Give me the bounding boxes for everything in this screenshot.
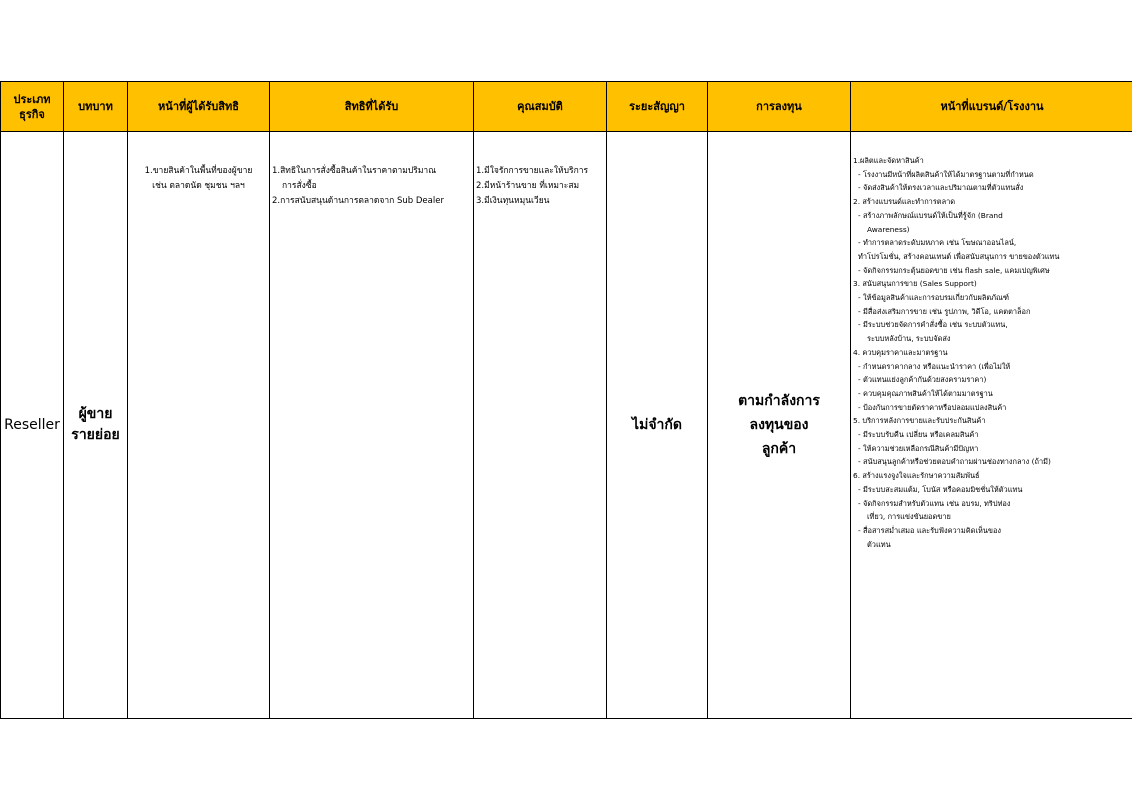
header-qualifications: คุณสมบัติ (474, 82, 607, 132)
brand-duty-line: - ให้ข้อมูลสินค้าและการอบรมเกี่ยวกับผลิตภัณฑ์ (858, 293, 1010, 303)
brand-duties-list (851, 132, 1132, 551)
brand-duty-line: - จัดกิจกรรมกระตุ้นยอดขาย เช่น flash sale, แคมเปญพิเศษ (858, 265, 1050, 275)
brand-duty-line: - จัดกิจกรรมสำหรับตัวแทน เช่น อบรม, ทริปท่อง (858, 498, 1011, 508)
licensee-duty-line-1: 1.ขายสินค้าในพื้นที่ของผู้ขาย (144, 166, 253, 176)
brand-duty-line: 3. สนับสนุนการขาย (Sales Support) (853, 279, 977, 289)
cell-investment (708, 132, 851, 719)
header-business-type-line-2: ธุรกิจ (19, 107, 45, 121)
rights-line-3: 2.การสนับสนุนด้านการตลาดจาก Sub Dealer (272, 196, 444, 206)
licensee-duty-line-2: เช่น ตลาดนัด ชุมชน ฯลฯ (152, 181, 245, 191)
header-investment: การลงทุน (708, 82, 851, 132)
cell-brand-duties (851, 132, 1132, 719)
cell-licensee-duties (128, 132, 270, 719)
brand-duty-line: Awareness) (867, 224, 910, 234)
header-contract-term: ระยะสัญญา (607, 82, 708, 132)
brand-duty-line: 2. สร้างแบรนด์และทำการตลาด (853, 197, 956, 207)
brand-duty-line: - ทำการตลาดระดับมหภาค เช่น โฆษณาออนไลน์, (858, 238, 1017, 248)
qualification-line-1: 1.มีใจรักการขายและให้บริการ (476, 166, 589, 176)
header-brand-duties: หน้าที่แบรนด์/โรงงาน (851, 82, 1132, 132)
header-row (1, 82, 1132, 132)
brand-duty-line: - สนับสนุนลูกค้าหรือช่วยตอบคำถามผ่านช่องทางกลาง (ถ้ามี) (858, 457, 1051, 467)
brand-duty-line: เที่ยว, การแข่งขันยอดขาย (867, 512, 951, 522)
header-licensee-duties: หน้าที่ผู้ได้รับสิทธิ (128, 82, 270, 132)
brand-duty-line: - โรงงานมีหน้าที่ผลิตสินค้าให้ได้มาตรฐานตามที่กำหนด (858, 169, 1034, 179)
brand-duty-line: - มีระบบช่วยจัดการคำสั่งซื้อ เช่น ระบบตัวแทน, (858, 320, 1008, 330)
brand-duty-line: - จัดส่งสินค้าให้ตรงเวลาและปริมาณตามที่ตัวแทนสั่ง (858, 183, 1024, 193)
role-line-1: ผู้ขาย (78, 406, 113, 422)
role-line-2: รายย่อย (71, 427, 120, 443)
header-business-type (1, 82, 64, 132)
qualification-line-2: 2.มีหน้าร้านขาย ที่เหมาะสม (476, 181, 580, 191)
brand-duty-line: ทำโปรโมชั่น, สร้างคอนเทนต์ เพื่อสนับสนุนการ ขายของตัวแทน (858, 251, 1060, 261)
brand-duty-line: ตัวแทน (867, 539, 891, 549)
cell-role (64, 132, 128, 719)
investment-line-2: ลงทุนของ (749, 417, 809, 433)
cell-contract-term: ไม่จำกัด (607, 132, 708, 719)
header-role: บทบาท (64, 82, 128, 132)
cell-qualifications (474, 132, 607, 719)
brand-duty-line: 4. ควบคุมราคาและมาตรฐาน (853, 347, 948, 357)
brand-duty-line: - สื่อสารสม่ำเสมอ และรับฟังความคิดเห็นของ (858, 525, 1001, 535)
cell-rights (270, 132, 474, 719)
brand-duty-line: - สร้างภาพลักษณ์แบรนด์ให้เป็นที่รู้จัก (Brand (858, 210, 1003, 220)
header-rights: สิทธิที่ได้รับ (270, 82, 474, 132)
rights-line-1: 1.สิทธิในการสั่งซื้อสินค้าในราคาตามปริมาณ (272, 166, 437, 176)
qualification-line-3: 3.มีเงินทุนหมุนเวียน (476, 196, 550, 206)
dealer-structure-table (0, 81, 1132, 719)
brand-duty-line: - มีสื่อส่งเสริมการขาย เช่น รูปภาพ, วิดีโอ, แคตตาล็อก (858, 306, 1031, 316)
brand-duty-line: - ควบคุมคุณภาพสินค้าให้ได้ตามมาตรฐาน (858, 388, 993, 398)
brand-duty-line: - ให้ความช่วยเหลือกรณีสินค้ามีปัญหา (858, 443, 979, 453)
brand-duty-line: - มีระบบสะสมแต้ม, โบนัส หรือคอมมิชชั่นให้ตัวแทน (858, 484, 1023, 494)
brand-duty-line: - กำหนดราคากลาง หรือแนะนำราคา (เพื่อไม่ให้ (858, 361, 1011, 371)
brand-duty-line: - ตัวแทนแย่งลูกค้ากันด้วยสงครามราคา) (858, 375, 987, 385)
brand-duty-line: - ป้องกันการขายตัดราคาหรือปลอมแปลงสินค้า (858, 402, 1007, 412)
investment-line-1: ตามกำลังการ (738, 393, 820, 409)
brand-duty-line: ระบบหลังบ้าน, ระบบจัดส่ง (867, 334, 951, 344)
table-row (1, 132, 1132, 719)
brand-duty-line: 6. สร้างแรงจูงใจและรักษาความสัมพันธ์ (853, 471, 980, 481)
brand-duty-line: 5. บริการหลังการขายและรับประกันสินค้า (853, 416, 986, 426)
header-business-type-line-1: ประเภท (13, 92, 51, 106)
rights-line-2: การสั่งซื้อ (282, 181, 317, 191)
brand-duty-line: 1.ผลิตและจัดหาสินค้า (853, 156, 924, 165)
brand-duty-line: - มีระบบรับคืน เปลี่ยน หรือเคลมสินค้า (858, 430, 979, 440)
investment-line-3: ลูกค้า (761, 441, 797, 457)
cell-business-type: Reseller (1, 132, 64, 719)
